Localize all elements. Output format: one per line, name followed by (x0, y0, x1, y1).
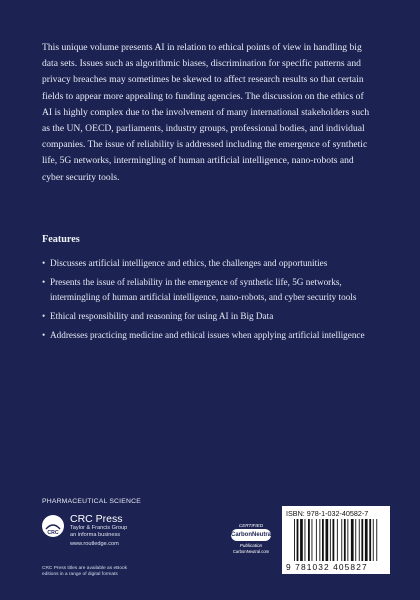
isbn-barcode (282, 506, 390, 574)
publication-label: Publication (239, 543, 263, 548)
isbn-digits: 9 781032 405827 (286, 562, 368, 572)
publisher-name: CRC Press (70, 513, 123, 525)
ebook-note: CRC Press titles are available as eBook editions in a range of digital formats (42, 566, 128, 577)
publisher-url: www.routledge.com (70, 541, 119, 547)
bullet-icon: • (42, 276, 46, 287)
crc-press-logo (42, 515, 64, 537)
subject-category: PHARMACEUTICAL SCIENCE (42, 498, 141, 505)
bullet-icon: • (42, 329, 46, 340)
features-heading: Features (42, 234, 80, 245)
feature-text: Presents the issue of reliability in the emergence of synthetic life, 5G networks, intermingling of human artificial intelligence, nano-robots, and cyber security tools (50, 276, 357, 303)
feature-text: Addresses practicing medicine and ethical issues when applying artificial intelligence (50, 329, 365, 340)
feature-text: Ethical responsibility and reasoning for using AI in Big Data (50, 311, 274, 321)
feature-item (42, 328, 374, 343)
isbn-label: ISBN: 978-1-032-40582-7 (286, 509, 369, 518)
barcode-icon (294, 519, 378, 561)
publisher-group: Taylor & Francis Group (70, 525, 128, 531)
publisher-parent: an informa business (70, 532, 121, 538)
feature-item (42, 309, 374, 324)
carbon-neutral-logo: CarbonNeutral (231, 529, 271, 541)
publisher-block (70, 514, 127, 548)
carbon-neutral-url: CarbonNeutral.com (232, 549, 270, 554)
feature-item (42, 275, 374, 306)
bullet-icon: • (42, 311, 46, 321)
certified-label: CERTIFIED (238, 523, 264, 528)
book-description: This unique volume presents AI in relation to ethical points of view in handling big data sets. Issues such as algorithmic biases, discrimination for specific patterns and privacy breaches may sometimes be skewed to affect research results so that certain fields to appear more appealing to funding agencies. The discussion on the ethics of AI is highly complex due to the involvement of many international stakeholders such as the UN, OECD, parliaments, industry groups, professional bodies, and individual companies. The issue of reliability is addressed including the emergence of synthetic life, 5G networks, intermingling of human artificial intelligence, nano-robots and cyber security tools. (42, 42, 370, 183)
svg-text:CRC: CRC (47, 530, 59, 536)
features-list (42, 256, 374, 347)
feature-text: Discusses artificial intelligence and ethics, the challenges and opportunities (50, 258, 328, 268)
carbon-neutral-badge (228, 523, 274, 571)
feature-item (42, 256, 374, 271)
bullet-icon: • (42, 258, 46, 268)
